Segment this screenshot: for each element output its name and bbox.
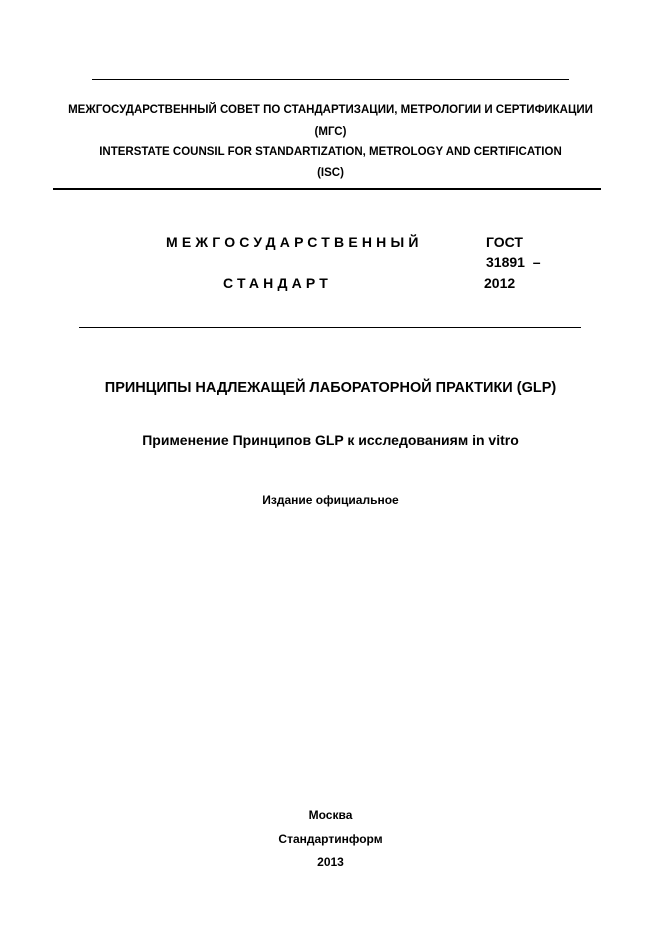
gost-number: 31891 – <box>486 254 541 270</box>
council-abbr-en: (ISC) <box>317 167 344 179</box>
document-title: ПРИНЦИПЫ НАДЛЕЖАЩЕЙ ЛАБОРАТОРНОЙ ПРАКТИКИ (GLP) <box>104 380 557 396</box>
edition-label: Издание официальное <box>262 493 399 507</box>
imprint-publisher: Стандартинформ <box>278 832 383 846</box>
gost-year: 2012 <box>484 275 516 291</box>
gost-label: ГОСТ <box>486 234 523 250</box>
council-abbr-ru: (МГС) <box>314 126 347 138</box>
imprint-year: 2013 <box>317 855 344 869</box>
council-name-ru: МЕЖГОСУДАРСТВЕННЫЙ СОВЕТ ПО СТАНДАРТИЗАЦИИ, МЕТРОЛОГИИ И СЕРТИФИКАЦИИ <box>68 104 593 116</box>
middle-rule <box>79 327 581 328</box>
standard-type-line2: СТАНДАРТ <box>223 275 333 291</box>
imprint-city: Москва <box>308 808 353 822</box>
header-thick-rule <box>53 188 601 190</box>
top-rule <box>92 79 569 80</box>
document-subtitle: Применение Принципов GLP к исследованиям in vitro <box>142 432 519 448</box>
council-name-en: INTERSTATE COUNSIL FOR STANDARTIZATION, METROLOGY AND CERTIFICATION <box>99 146 562 158</box>
standard-type-line1: МЕЖГОСУДАРСТВЕННЫЙ <box>166 234 423 250</box>
